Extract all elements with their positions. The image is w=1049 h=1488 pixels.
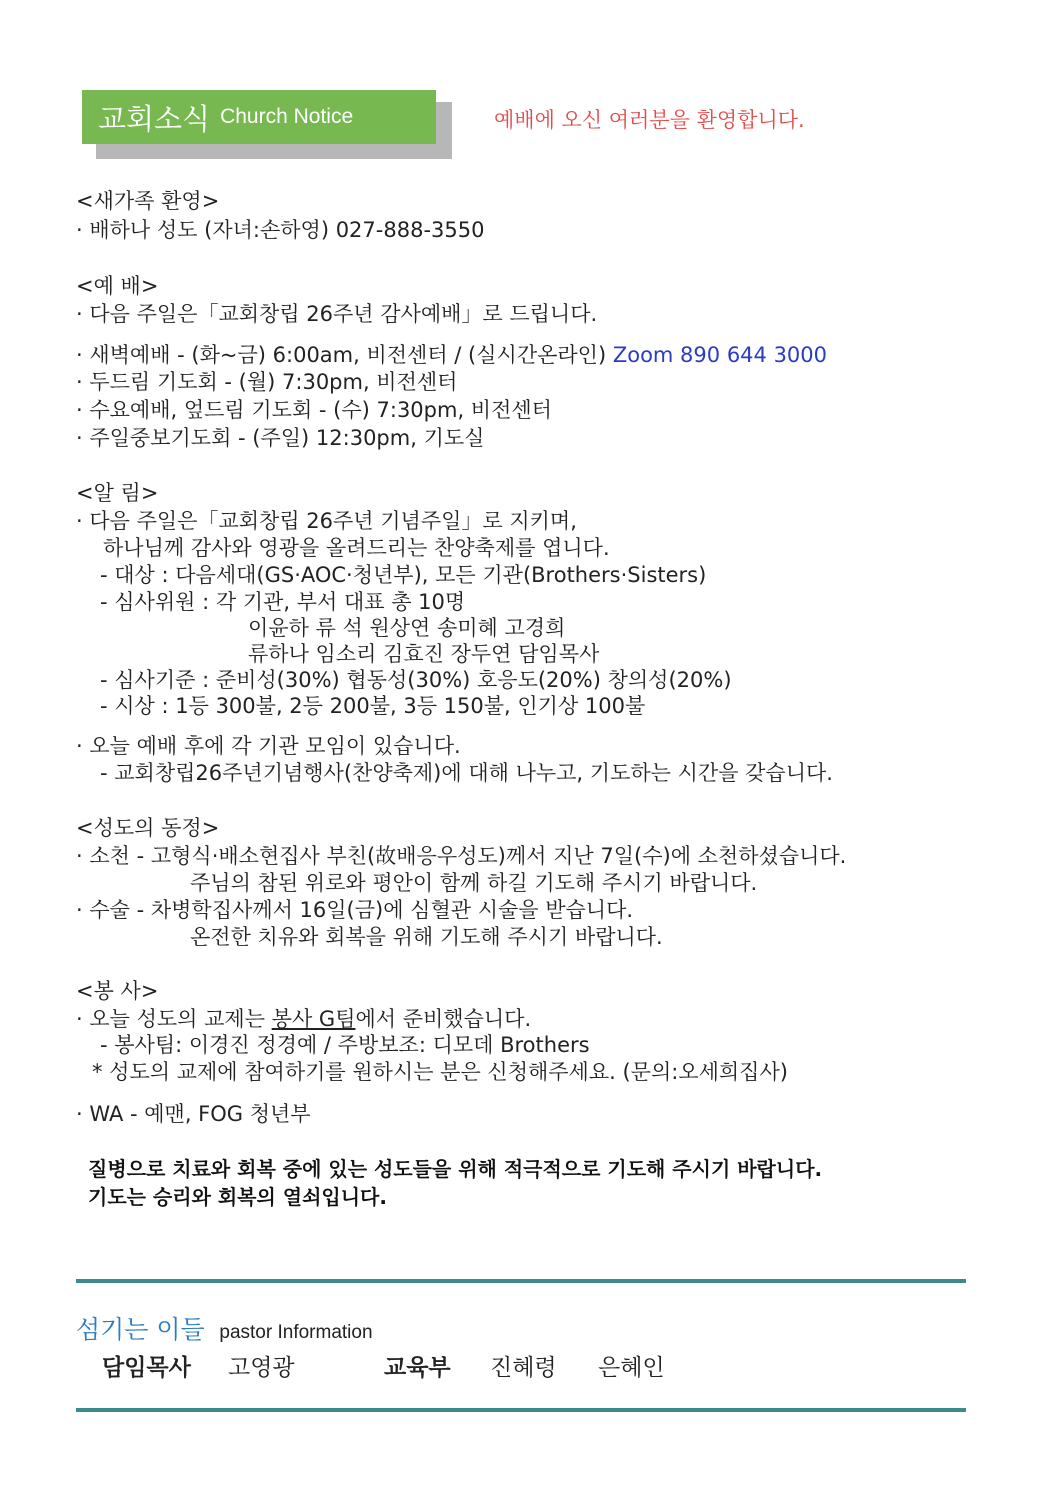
prayer-request: 기도는 승리와 회복의 열쇠입니다. <box>88 1185 387 1209</box>
notice-line: 이윤하 류 석 원상연 송미혜 고경희 <box>248 616 566 640</box>
notice-line: · 다음 주일은「교회창립 26주년 감사예배」로 드립니다. <box>76 302 598 326</box>
notice-line: - 봉사팀: 이경진 정경예 / 주방보조: 디모데 Brothers <box>100 1033 590 1057</box>
zoom-link[interactable]: Zoom 890 644 3000 <box>612 343 828 367</box>
welcome-message: 예배에 오신 여러분을 환영합니다. <box>494 108 805 132</box>
notice-line <box>76 342 827 369</box>
notice-line: 온전한 치유와 회복을 위해 기도해 주시기 바랍니다. <box>190 925 663 949</box>
service-team-name: 봉사 G팀 <box>271 1007 356 1031</box>
notice-line: · WA - 예맨, FOG 청년부 <box>76 1102 311 1126</box>
section-worship: <예 배> <box>76 274 159 298</box>
section-new-family: <새가족 환영> <box>76 189 220 213</box>
header-banner <box>82 90 436 144</box>
notice-line: · 배하나 성도 (자녀:손하영) 027-888-3550 <box>76 218 485 242</box>
fellowship-text-end: 에서 준비했습니다. <box>355 1007 532 1031</box>
section-member-news: <성도의 동정> <box>76 816 220 840</box>
staff-title-en: pastor Information <box>219 1322 373 1343</box>
fellowship-text: · 오늘 성도의 교제는 <box>76 1007 272 1031</box>
name-senior-pastor: 고영광 <box>228 1355 295 1381</box>
divider-bottom <box>76 1408 966 1412</box>
header-title-ko: 교회소식 <box>98 101 211 136</box>
notice-line: · 다음 주일은「교회창립 26주년 기념주일」로 지키며, <box>76 509 577 533</box>
section-service: <봉 사> <box>76 979 159 1003</box>
name-education-2: 은혜인 <box>598 1355 665 1381</box>
dawn-service-text: · 새벽예배 - (화~금) 6:00am, 비전센터 / (실시간온라인) <box>76 343 613 367</box>
notice-line: - 심사위원 : 각 기관, 부서 대표 총 10명 <box>100 590 466 614</box>
name-education-1: 진혜령 <box>490 1355 557 1381</box>
notice-line: - 교회창립26주년기념행사(찬양축제)에 대해 나누고, 기도하는 시간을 갖습니다. <box>100 761 833 785</box>
divider-top <box>76 1279 966 1283</box>
notice-line: · 수술 - 차병학집사께서 16일(금)에 심혈관 시술을 받습니다. <box>76 898 634 922</box>
notice-line: · 두드림 기도회 - (월) 7:30pm, 비전센터 <box>76 370 458 394</box>
notice-line: - 시상 : 1등 300불, 2등 200불, 3등 150불, 인기상 100불 <box>100 694 646 718</box>
notice-line: · 오늘 예배 후에 각 기관 모임이 있습니다. <box>76 734 461 758</box>
role-education: 교육부 <box>384 1355 451 1381</box>
notice-line: * 성도의 교제에 참여하기를 원하시는 분은 신청해주세요. (문의:오세희집사) <box>92 1060 788 1084</box>
prayer-request: 질병으로 치료와 회복 중에 있는 성도들을 위해 적극적으로 기도해 주시기 바랍니다. <box>88 1157 823 1181</box>
notice-line: · 수요예배, 엎드림 기도회 - (수) 7:30pm, 비전센터 <box>76 398 552 422</box>
notice-line: 하나님께 감사와 영광을 올려드리는 찬양축제를 엽니다. <box>103 536 610 560</box>
notice-line: 주님의 참된 위로와 평안이 함께 하길 기도해 주시기 바랍니다. <box>190 871 758 895</box>
header-title-en: Church Notice <box>220 105 354 128</box>
notice-line: 류하나 임소리 김효진 장두연 담임목사 <box>248 642 600 666</box>
notice-line: - 대상 : 다음세대(GS·AOC·청년부), 모든 기관(Brothers·Sisters) <box>100 563 707 587</box>
role-senior-pastor: 담임목사 <box>102 1355 191 1381</box>
staff-title-ko: 섬기는 이들 <box>76 1315 205 1344</box>
notice-line: - 심사기준 : 준비성(30%) 협동성(30%) 호응도(20%) 창의성(20%) <box>100 668 732 692</box>
notice-line: · 소천 - 고형식·배소현집사 부친(故배응우성도)께서 지난 7일(수)에 소천하셨습니다. <box>76 844 847 868</box>
section-announcements: <알 림> <box>76 481 159 505</box>
staff-header <box>76 1310 373 1346</box>
notice-line <box>76 1006 531 1033</box>
notice-line: · 주일중보기도회 - (주일) 12:30pm, 기도실 <box>76 426 485 450</box>
